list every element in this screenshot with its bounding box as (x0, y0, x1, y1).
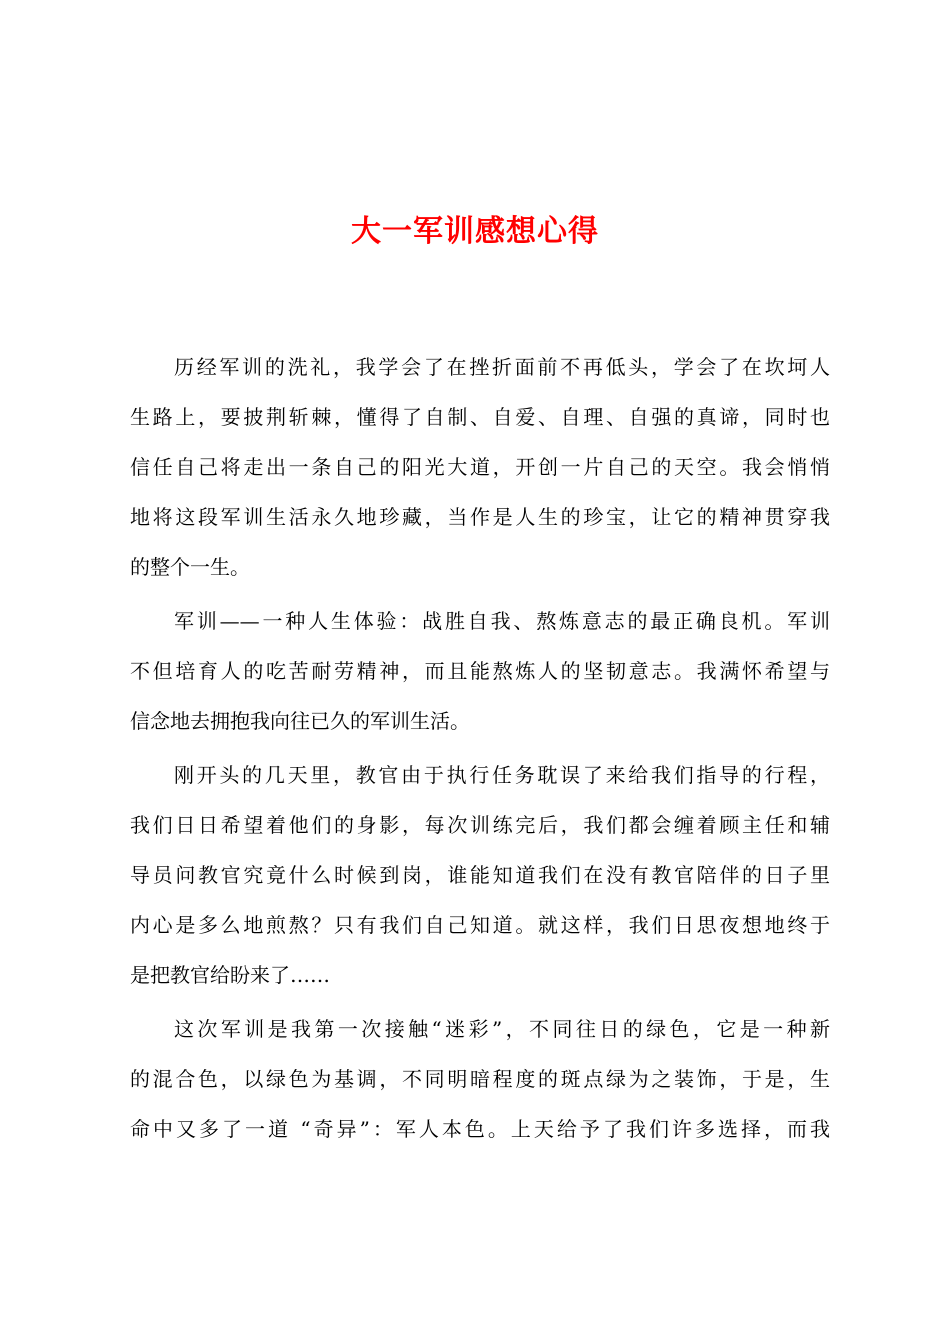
paragraph-3 (130, 750, 830, 1000)
text-line: 生路上，要披荆斩棘，懂得了自制、自爱、自理、自强的真谛，同时也 (130, 405, 830, 429)
text-line: 我们日日希望着他们的身影，每次训练完后，我们都会缠着顾主任和辅 (130, 813, 830, 837)
text-line: 命中又多了一道 “奇异”：军人本色。上天给予了我们许多选择，而我 (130, 1117, 830, 1141)
document-title: 大一军训感想心得 (351, 214, 599, 249)
paragraph-1 (130, 342, 830, 592)
text-line: 是把教官给盼来了…… (130, 963, 330, 987)
text-line: 的整个一生。 (130, 555, 250, 579)
text-line: 军训——一种人生体验：战胜自我、熬炼意志的最正确良机。军训 (174, 609, 830, 633)
text-line: 信念地去拥抱我向往已久的军训生活。 (130, 709, 470, 733)
paragraph-2 (130, 596, 830, 746)
document-body (130, 342, 830, 1158)
text-line: 导员问教官究竟什么时候到岗，谁能知道我们在没有教官陪伴的日子里 (130, 863, 830, 887)
text-line: 刚开头的几天里，教官由于执行任务耽误了来给我们指导的行程， (174, 763, 830, 787)
text-line: 不但培育人的吃苦耐劳精神，而且能熬炼人的坚韧意志。我满怀希望与 (130, 659, 830, 683)
paragraph-4 (130, 1004, 830, 1154)
text-line: 历经军训的洗礼，我学会了在挫折面前不再低头，学会了在坎坷人 (174, 355, 830, 379)
text-line: 内心是多么地煎熬？只有我们自己知道。就这样，我们日思夜想地终于 (130, 913, 830, 937)
text-line: 地将这段军训生活永久地珍藏，当作是人生的珍宝，让它的精神贯穿我 (130, 505, 830, 529)
text-line: 这次军训是我第一次接触“迷彩”，不同往日的绿色，它是一种新 (174, 1017, 830, 1041)
text-line: 的混合色，以绿色为基调，不同明暗程度的斑点绿为之装饰，于是，生 (130, 1067, 830, 1091)
text-line: 信任自己将走出一条自己的阳光大道，开创一片自己的天空。我会悄悄 (130, 455, 830, 479)
